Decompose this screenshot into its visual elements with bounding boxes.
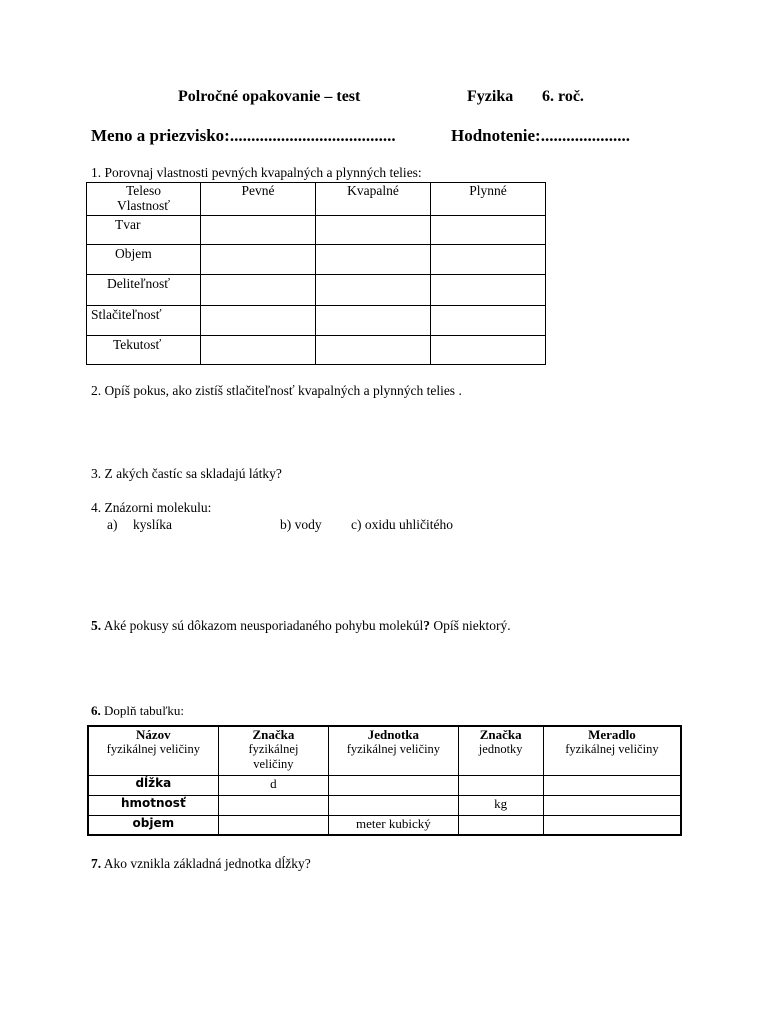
question-5-rest: Opíš niektorý. [433,618,511,633]
header-bold: Značka [479,727,522,742]
question-5-number: 5. [91,618,102,633]
row-label: Objem [87,245,201,275]
header-bold: Značka [252,727,295,742]
table-cell[interactable] [218,815,328,835]
answer-cell[interactable] [201,336,316,365]
table-cell[interactable]: kg [458,795,543,815]
header-sub: jednotky [478,742,523,756]
name-field-label: Meno a priezvisko:....................................... [91,126,396,145]
answer-cell[interactable] [316,336,431,365]
table-row [87,336,546,365]
answer-cell[interactable] [201,216,316,245]
answer-cell[interactable] [316,245,431,275]
table-cell[interactable] [458,775,543,795]
quantity-name: objem [88,815,218,835]
answer-cell[interactable] [316,275,431,306]
question-6 [91,703,184,719]
answer-cell[interactable] [316,216,431,245]
table-row [87,306,546,336]
answer-cell[interactable] [431,306,546,336]
option-b-text: b) vody [280,517,322,532]
header-cell [458,726,543,775]
quantities-table [87,725,682,836]
table-cell[interactable] [329,775,458,795]
question-5 [91,618,511,634]
answer-cell[interactable] [316,306,431,336]
option-a-text: kyslíka [133,517,172,532]
table-cell[interactable] [218,795,328,815]
corner-cell [87,183,201,216]
header-bold: Jednotka [367,727,420,742]
table-header-row [88,726,681,775]
table-cell[interactable]: d [218,775,328,795]
table-cell[interactable] [458,815,543,835]
question-6-number: 6. [91,703,101,718]
row-label: Tekutosť [87,336,201,365]
header-bold: Meradlo [588,727,636,742]
quantity-name: hmotnosť [88,795,218,815]
table-cell[interactable]: meter kubický [329,815,458,835]
question-7-number: 7. [91,856,102,871]
question-4-text: 4. Znázorni molekulu: [91,500,212,515]
header-sub: fyzikálnej veličiny [106,742,201,756]
column-header: Kvapalné [316,183,431,216]
corner-top-label: Teleso [125,183,162,198]
question-6-text: Doplň tabuľku: [104,703,185,718]
answer-cell[interactable] [431,336,546,365]
row-label: Deliteľnosť [87,275,201,306]
option-a-marker: a) [107,517,118,532]
header-sub: fyzikálnej veličiny [346,742,441,756]
header-bold: Názov [136,727,171,742]
table-row [88,795,681,815]
header-sub: fyzikálnej veličiny [248,742,299,771]
rating-field-label: Hodnotenie:..................... [451,126,630,145]
header-cell [88,726,218,775]
table-cell[interactable] [543,815,681,835]
answer-cell[interactable] [431,245,546,275]
answer-cell[interactable] [431,275,546,306]
question-1-text: 1. Porovnaj vlastnosti pevných kvapalných a plynných telies: [91,165,422,180]
answer-cell[interactable] [201,275,316,306]
column-header: Pevné [201,183,316,216]
header-cell [218,726,328,775]
table-cell[interactable] [329,795,458,815]
table-row [88,775,681,795]
table-row [87,275,546,306]
question-5-mark: ? [423,618,430,633]
quantity-name: dĺžka [88,775,218,795]
corner-bottom-label: Vlastnosť [116,198,171,213]
properties-table [86,182,546,365]
subject-label: Fyzika [467,88,514,105]
grade-label: 6. roč. [542,88,584,105]
test-title: Polročné opakovanie – test [178,88,361,105]
table-header-row [87,183,546,216]
answer-cell[interactable] [431,216,546,245]
question-7 [91,856,311,872]
table-cell[interactable] [543,795,681,815]
column-header: Plynné [431,183,546,216]
table-row [87,245,546,275]
header-sub: fyzikálnej veličiny [565,742,659,756]
question-5-text: Aké pokusy sú dôkazom neusporiadaného pohybu molekúl [103,618,424,633]
answer-cell[interactable] [201,306,316,336]
table-row [88,815,681,835]
answer-cell[interactable] [201,245,316,275]
header-cell [543,726,681,775]
table-cell[interactable] [543,775,681,795]
question-3-text: 3. Z akých častíc sa skladajú látky? [91,466,282,481]
header-cell [329,726,458,775]
row-label: Stlačiteľnosť [87,306,201,336]
question-7-text: Ako vznikla základná jednotka dĺžky? [103,856,311,871]
table-row [87,216,546,245]
question-2-text: 2. Opíš pokus, ako zistíš stlačiteľnosť kvapalných a plynných telies . [91,383,462,398]
option-c-text: c) oxidu uhličitého [351,517,453,532]
row-label: Tvar [87,216,201,245]
